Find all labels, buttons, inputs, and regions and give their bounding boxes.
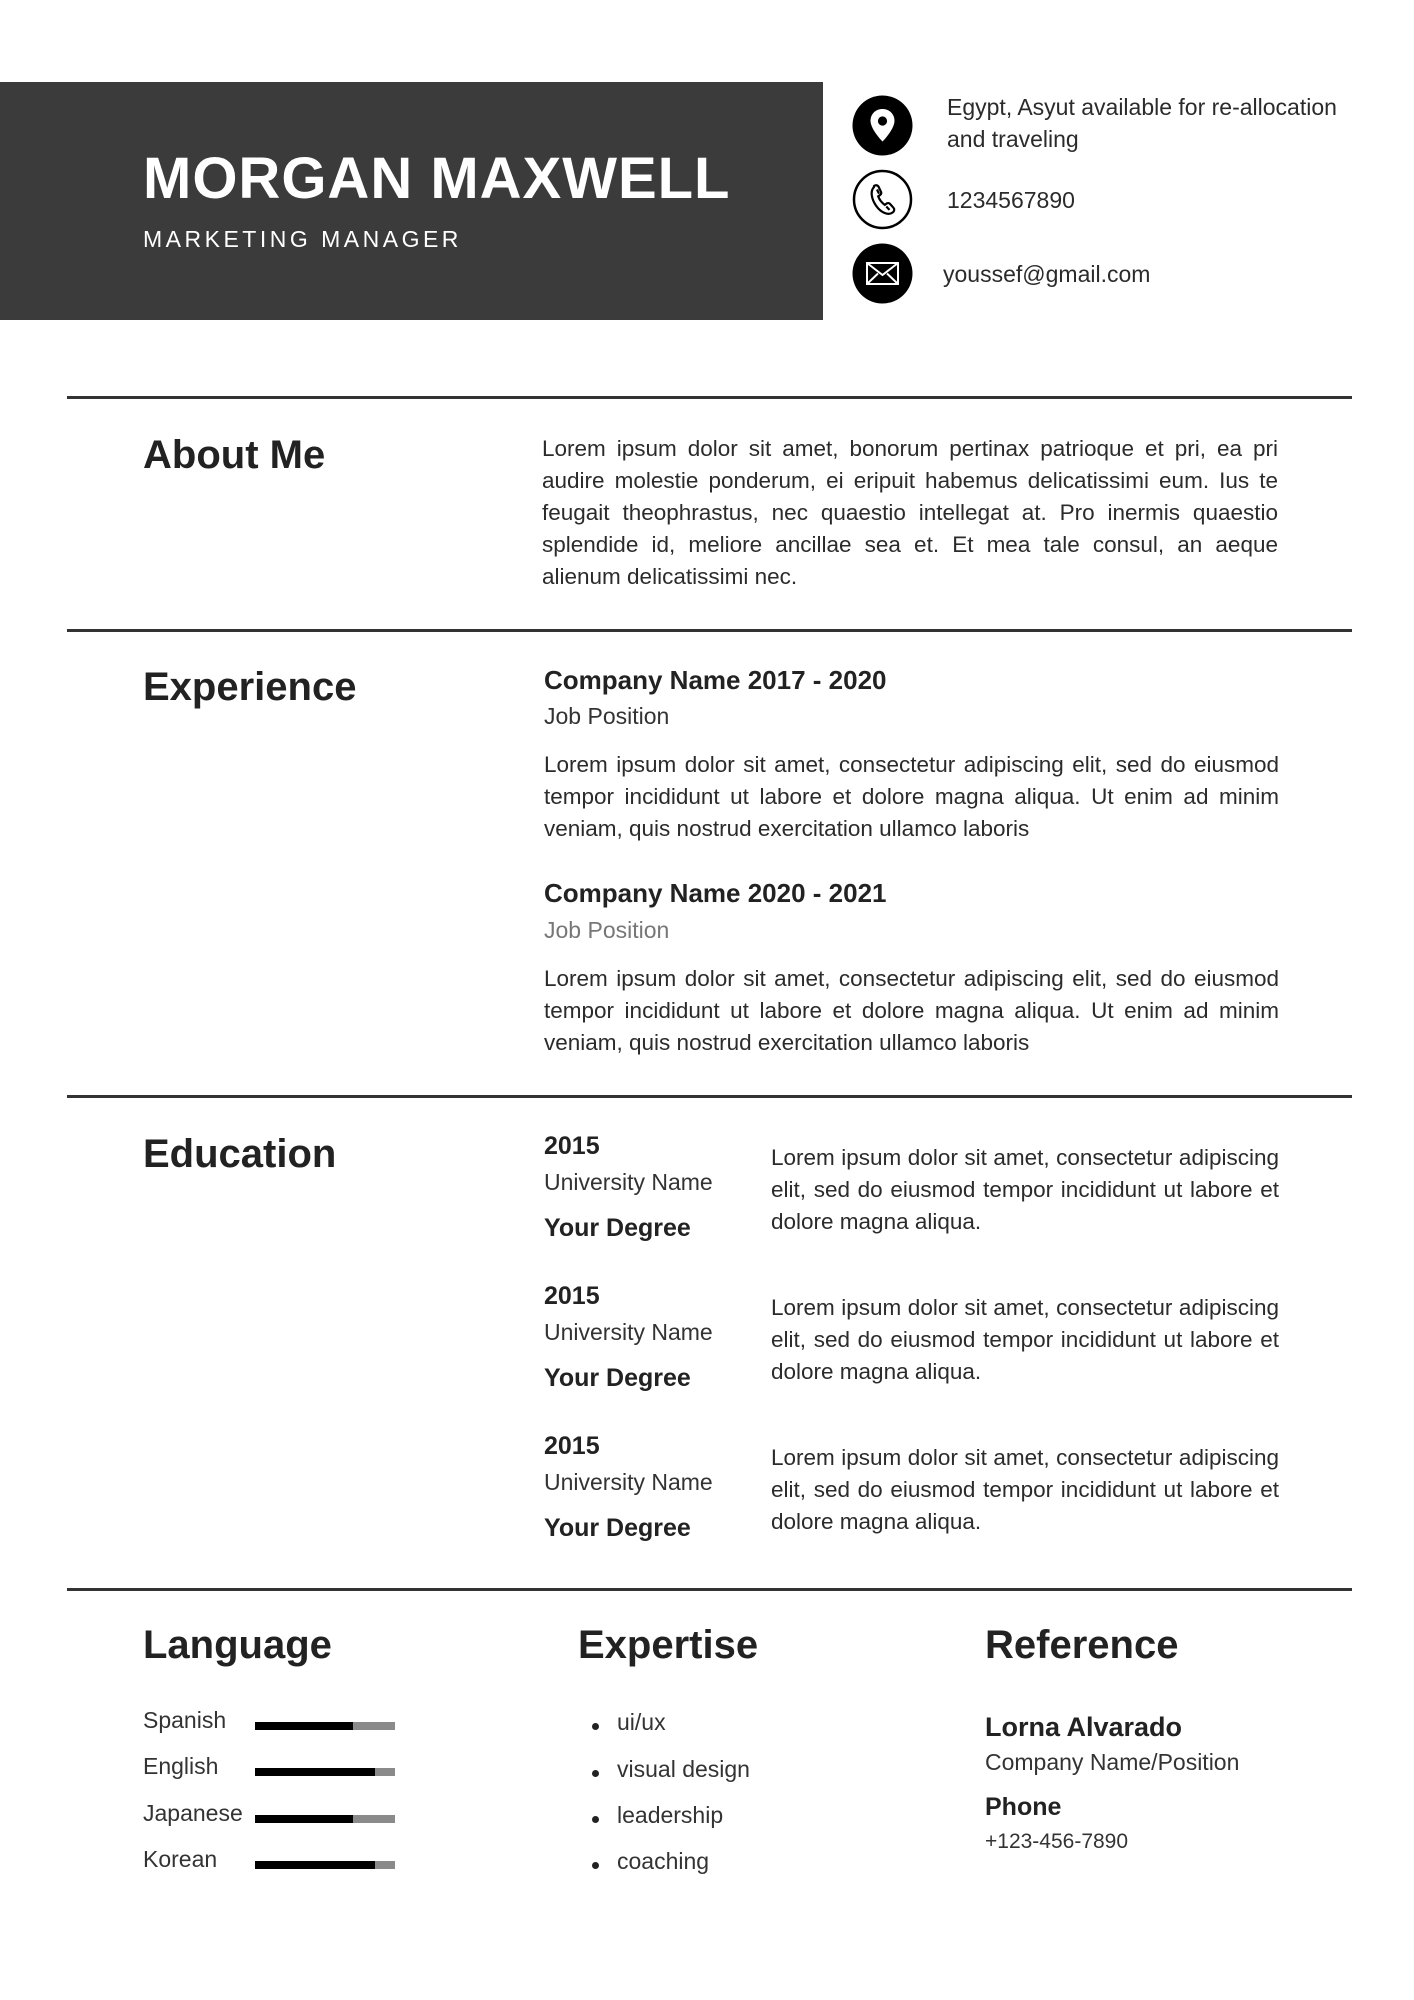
- mail-icon: [852, 243, 913, 304]
- language-bar-2: [255, 1768, 395, 1776]
- expertise-title: Expertise: [578, 1623, 759, 1667]
- experience-position-1: Job Position: [544, 703, 670, 729]
- contact-location-line1: Egypt, Asyut available for re-allocation: [947, 94, 1337, 120]
- language-name-3: Japanese: [143, 1800, 243, 1826]
- reference-company: Company Name/Position: [985, 1749, 1240, 1775]
- divider-bottom: [67, 1588, 1352, 1591]
- expertise-bullet-1: [592, 1723, 599, 1730]
- candidate-title: MARKETING MANAGER: [143, 226, 462, 252]
- education-year-3: 2015: [544, 1432, 600, 1460]
- language-title: Language: [143, 1623, 332, 1667]
- about-text: Lorem ipsum dolor sit amet, bonorum pertinax patrioque et pri, ea pri audire molestie ponderum, ei eripuit habemus delicatissimi eum. Ius te feugait theophrastus, nec quaestio intellegat at. Pro inermis quaestio splendide id, meliore ancillae sea et. Et mea tale consul, an aeque alienum delicatissimi nec.: [542, 436, 1278, 589]
- expertise-bullet-3: [592, 1816, 599, 1823]
- phone-icon: [852, 169, 913, 230]
- reference-phone-label: Phone: [985, 1793, 1062, 1821]
- experience-title: Experience: [143, 665, 357, 709]
- language-name-4: Korean: [143, 1846, 218, 1872]
- education-degree-2: Your Degree: [544, 1364, 691, 1392]
- language-bar-1: [255, 1722, 395, 1730]
- language-bar-fill-2: [255, 1768, 375, 1776]
- language-name-2: English: [143, 1753, 219, 1779]
- experience-company-1: Company Name 2017 - 2020: [544, 665, 887, 695]
- reference-title: Reference: [985, 1623, 1179, 1667]
- experience-text-1: Lorem ipsum dolor sit amet, consectetur adipiscing elit, sed do eiusmod tempor incididunt ut labore et dolore magna aliqua. Ut enim ad minim veniam, quis nostrud exercitation ullamco laboris: [544, 752, 1279, 841]
- contact-email: youssef@gmail.com: [943, 261, 1151, 287]
- education-university-2: University Name: [544, 1319, 713, 1345]
- education-text-3: Lorem ipsum dolor sit amet, consectetur adipiscing elit, sed do eiusmod tempor incididunt ut labore et dolore magna aliqua.: [771, 1445, 1279, 1534]
- expertise-bullet-4: [592, 1862, 599, 1869]
- candidate-name: MORGAN MAXWELL: [143, 146, 731, 211]
- divider-experience: [67, 629, 1352, 632]
- education-title: Education: [143, 1132, 337, 1176]
- expertise-bullet-2: [592, 1770, 599, 1777]
- education-year-2: 2015: [544, 1282, 600, 1310]
- expertise-item-4: coaching: [617, 1848, 710, 1874]
- education-text-2: Lorem ipsum dolor sit amet, consectetur adipiscing elit, sed do eiusmod tempor incididunt ut labore et dolore magna aliqua.: [771, 1295, 1279, 1384]
- language-bar-4: [255, 1861, 395, 1869]
- expertise-item-1: ui/ux: [617, 1709, 666, 1735]
- divider-education: [67, 1095, 1352, 1098]
- experience-company-2: Company Name 2020 - 2021: [544, 878, 887, 908]
- education-degree-1: Your Degree: [544, 1214, 691, 1242]
- language-bar-fill-4: [255, 1861, 375, 1869]
- language-bar-fill-1: [255, 1722, 353, 1730]
- experience-position-2: Job Position: [544, 917, 670, 943]
- contact-location-line2: and traveling: [947, 126, 1079, 152]
- expertise-item-3: leadership: [617, 1802, 724, 1828]
- divider-about: [67, 396, 1352, 399]
- education-degree-3: Your Degree: [544, 1514, 691, 1542]
- education-text-1: Lorem ipsum dolor sit amet, consectetur adipiscing elit, sed do eiusmod tempor incididunt ut labore et dolore magna aliqua.: [771, 1145, 1279, 1234]
- reference-name: Lorna Alvarado: [985, 1712, 1183, 1742]
- language-bar-3: [255, 1815, 395, 1823]
- language-name-1: Spanish: [143, 1707, 227, 1733]
- contact-location: [947, 91, 1337, 155]
- experience-text-2: Lorem ipsum dolor sit amet, consectetur adipiscing elit, sed do eiusmod tempor incididunt ut labore et dolore magna aliqua. Ut enim ad minim veniam, quis nostrud exercitation ullamco laboris: [544, 966, 1279, 1055]
- education-university-1: University Name: [544, 1169, 713, 1195]
- education-university-3: University Name: [544, 1469, 713, 1495]
- education-year-1: 2015: [544, 1132, 600, 1160]
- map-pin-icon: [852, 95, 913, 156]
- expertise-item-2: visual design: [617, 1756, 750, 1782]
- reference-phone: +123-456-7890: [985, 1830, 1129, 1853]
- about-title: About Me: [143, 433, 326, 477]
- contact-phone: 1234567890: [947, 187, 1075, 213]
- language-bar-fill-3: [255, 1815, 353, 1823]
